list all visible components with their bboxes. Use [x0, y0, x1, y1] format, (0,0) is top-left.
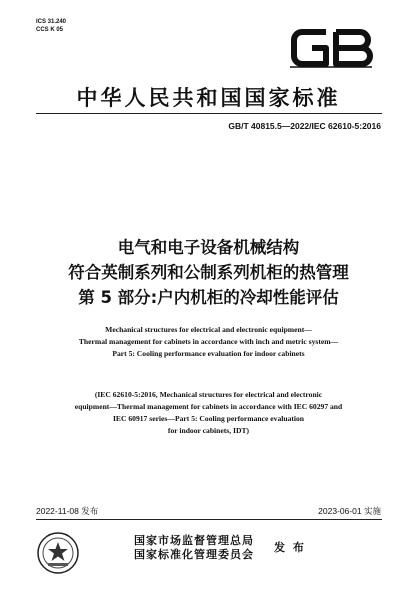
- english-title-line-3: Part 5: Cooling performance evaluation for indoor cabinets: [112, 349, 305, 358]
- idt-note-line-1: (IEC 62610-5:2016, Mechanical structures for electrical and electronic: [94, 390, 323, 399]
- gb-logo: [288, 26, 374, 70]
- ics-code: ICS 31.240: [36, 19, 67, 25]
- classification-codes: [36, 18, 66, 34]
- national-standard-title: 中华人民共和国国家标准: [76, 86, 341, 110]
- english-title-line-1: Mechanical structures for electrical and electronic equipment—: [105, 325, 312, 334]
- issuer-sac: 国家标准化管理委员会: [134, 548, 254, 561]
- english-title-line-2: Thermal management for cabinets in accordance with inch and metric system—: [78, 337, 339, 346]
- idt-note-line-3: IEC 60917 series—Part 5: Cooling performance evaluation: [112, 414, 305, 423]
- standard-number: GB/T 40815.5—2022/IEC 62610-5:2016: [228, 121, 381, 131]
- idt-note-line-2: equipment—Thermal management for cabinets in accordance with IEC 60297 and: [74, 402, 343, 411]
- footer-divider: [36, 519, 382, 520]
- chinese-title-line-3: 第 5 部分:户内机柜的冷却性能评估: [78, 288, 339, 307]
- header-divider: [36, 113, 382, 114]
- chinese-title-line-1: 电气和电子设备机械结构: [117, 238, 300, 257]
- publish-date: 2022-11-08 发布: [36, 506, 99, 516]
- ccs-code: CCS K 05: [36, 27, 64, 33]
- national-emblem-icon: [36, 531, 80, 575]
- implement-date: 2023-06-01 实施: [318, 506, 381, 516]
- issuer-samr: 国家市场监督管理总局: [134, 534, 254, 547]
- idt-note-line-4: for indoor cabinets, IDT): [167, 426, 250, 435]
- issued-label: 发 布: [274, 541, 306, 554]
- chinese-title-line-2: 符合英制系列和公制系列机柜的热管理: [68, 263, 349, 282]
